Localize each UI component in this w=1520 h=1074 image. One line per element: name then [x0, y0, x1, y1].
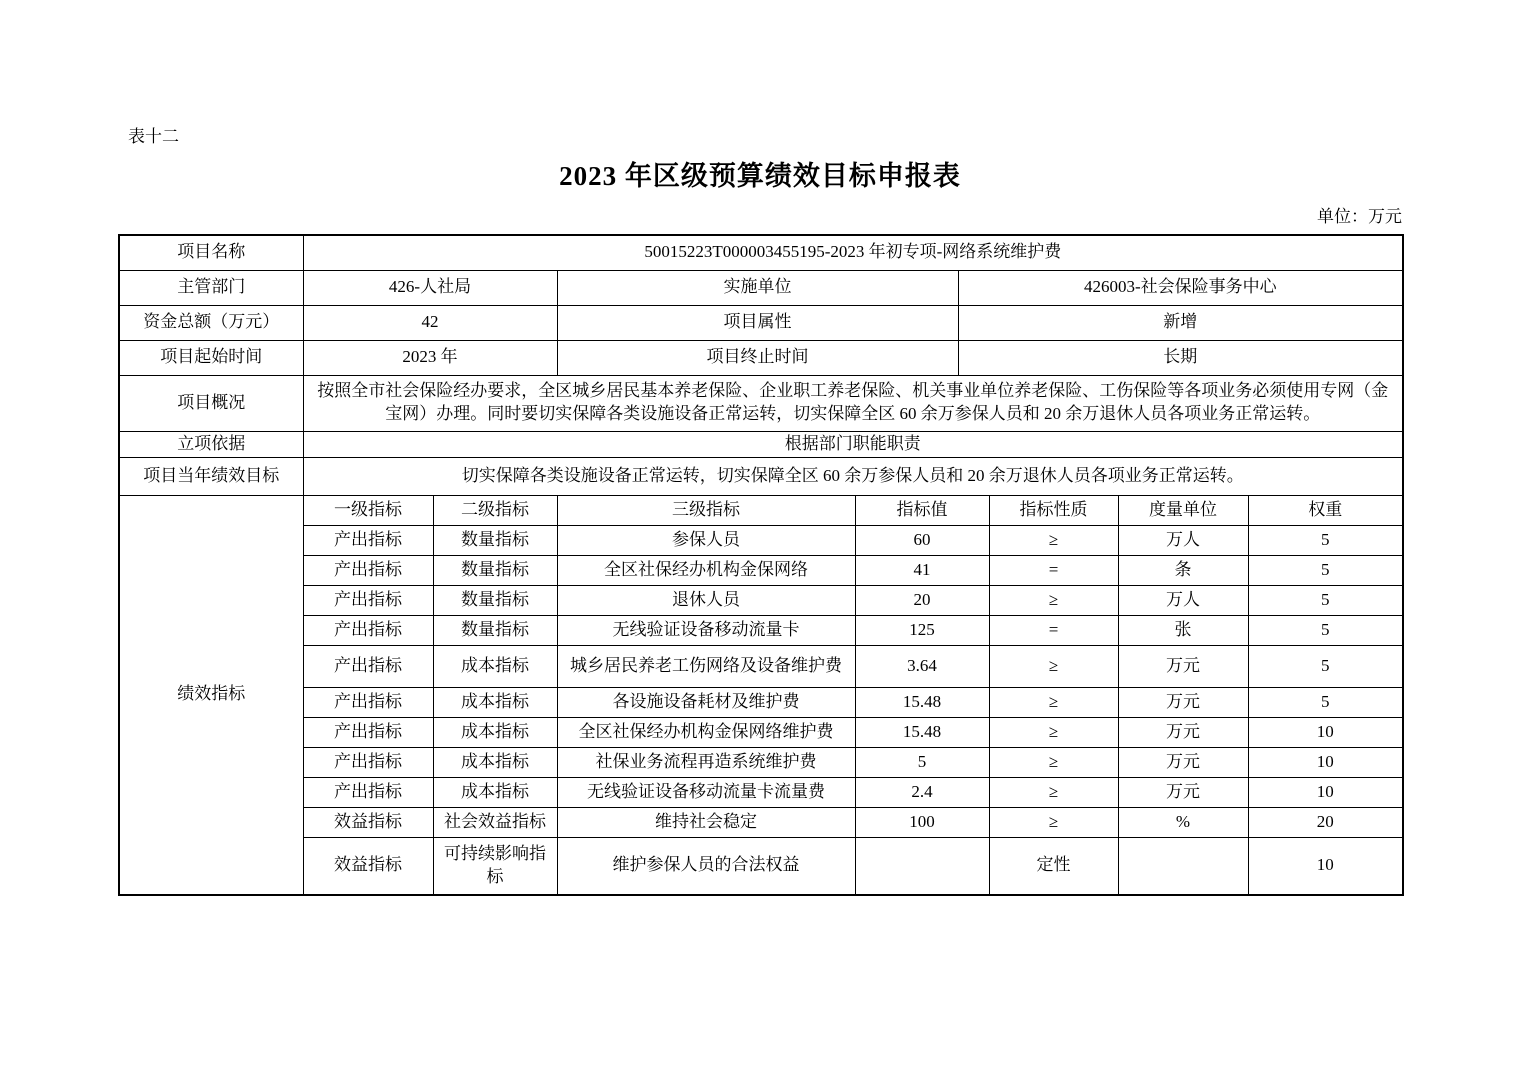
level1-indicator-cell: 产出指标	[303, 777, 433, 807]
level3-indicator-cell: 全区社保经办机构金保网络维护费	[557, 717, 855, 747]
level2-indicator-cell: 成本指标	[433, 687, 557, 717]
total-fund-label: 资金总额（万元）	[119, 305, 303, 340]
indicator-value-cell: 100	[855, 807, 989, 837]
measure-unit-cell: 万人	[1118, 585, 1248, 615]
department-row	[119, 270, 1403, 305]
indicator-value-cell: 15.48	[855, 717, 989, 747]
indicator-row	[119, 615, 1403, 645]
level1-indicator-cell: 效益指标	[303, 807, 433, 837]
indicator-nature-cell: ≥	[989, 645, 1118, 687]
indicator-value-cell: 60	[855, 525, 989, 555]
level3-indicator-cell: 城乡居民养老工伤网络及设备维护费	[557, 645, 855, 687]
level2-indicator-cell: 社会效益指标	[433, 807, 557, 837]
level1-indicator-cell: 产出指标	[303, 687, 433, 717]
level2-indicator-cell: 可持续影响指标	[433, 837, 557, 895]
indicator-value-cell: 15.48	[855, 687, 989, 717]
measure-unit-cell: 万元	[1118, 645, 1248, 687]
indicator-nature-cell: ≥	[989, 585, 1118, 615]
level1-indicator-cell: 产出指标	[303, 645, 433, 687]
indicator-value-cell	[855, 837, 989, 895]
project-name-value: 50015223T000003455195-2023 年初专项-网络系统维护费	[303, 235, 1403, 270]
indicator-nature-cell: ≥	[989, 687, 1118, 717]
weight-cell: 5	[1248, 525, 1403, 555]
header-measure-unit: 度量单位	[1118, 495, 1248, 525]
level3-indicator-cell: 退休人员	[557, 585, 855, 615]
end-time-value: 长期	[958, 340, 1403, 375]
table-body	[119, 235, 1403, 895]
indicator-nature-cell: =	[989, 555, 1118, 585]
weight-cell: 10	[1248, 837, 1403, 895]
indicator-value-cell: 41	[855, 555, 989, 585]
indicator-value-cell: 5	[855, 747, 989, 777]
level1-indicator-cell: 产出指标	[303, 717, 433, 747]
level3-indicator-cell: 各设施设备耗材及维护费	[557, 687, 855, 717]
start-time-label: 项目起始时间	[119, 340, 303, 375]
start-time-value: 2023 年	[303, 340, 557, 375]
level2-indicator-cell: 成本指标	[433, 747, 557, 777]
project-attribute-value: 新增	[958, 305, 1403, 340]
level2-indicator-cell: 数量指标	[433, 585, 557, 615]
header-indicator-value: 指标值	[855, 495, 989, 525]
indicator-value-cell: 20	[855, 585, 989, 615]
measure-unit-cell: 张	[1118, 615, 1248, 645]
indicator-row	[119, 837, 1403, 895]
indicator-nature-cell: ≥	[989, 777, 1118, 807]
budget-performance-table	[118, 234, 1404, 896]
level3-indicator-cell: 社保业务流程再造系统维护费	[557, 747, 855, 777]
weight-cell: 10	[1248, 747, 1403, 777]
weight-cell: 5	[1248, 645, 1403, 687]
weight-cell: 5	[1248, 585, 1403, 615]
indicator-row	[119, 555, 1403, 585]
level2-indicator-cell: 成本指标	[433, 777, 557, 807]
header-level3-indicator: 三级指标	[557, 495, 855, 525]
indicator-nature-cell: ≥	[989, 747, 1118, 777]
header-level1-indicator: 一级指标	[303, 495, 433, 525]
header-level2-indicator: 二级指标	[433, 495, 557, 525]
indicator-value-cell: 2.4	[855, 777, 989, 807]
basis-label: 立项依据	[119, 431, 303, 457]
annual-goal-row	[119, 457, 1403, 495]
level3-indicator-cell: 参保人员	[557, 525, 855, 555]
end-time-label: 项目终止时间	[557, 340, 958, 375]
level2-indicator-cell: 成本指标	[433, 717, 557, 747]
level3-indicator-cell: 无线验证设备移动流量卡	[557, 615, 855, 645]
overview-label: 项目概况	[119, 375, 303, 431]
indicator-row	[119, 687, 1403, 717]
department-label: 主管部门	[119, 270, 303, 305]
project-name-row	[119, 235, 1403, 270]
indicator-nature-cell: 定性	[989, 837, 1118, 895]
level1-indicator-cell: 产出指标	[303, 585, 433, 615]
basis-value: 根据部门职能职责	[303, 431, 1403, 457]
indicator-value-cell: 125	[855, 615, 989, 645]
indicator-nature-cell: ≥	[989, 525, 1118, 555]
implement-unit-value: 426003-社会保险事务中心	[958, 270, 1403, 305]
indicator-nature-cell: =	[989, 615, 1118, 645]
level2-indicator-cell: 数量指标	[433, 555, 557, 585]
level2-indicator-cell: 数量指标	[433, 615, 557, 645]
performance-indicators-label: 绩效指标	[119, 495, 303, 895]
overview-row	[119, 375, 1403, 431]
project-attribute-label: 项目属性	[557, 305, 958, 340]
level2-indicator-cell: 成本指标	[433, 645, 557, 687]
indicator-row	[119, 717, 1403, 747]
indicator-nature-cell: ≥	[989, 717, 1118, 747]
level1-indicator-cell: 产出指标	[303, 615, 433, 645]
indicator-row	[119, 525, 1403, 555]
measure-unit-cell: 条	[1118, 555, 1248, 585]
measure-unit-cell: 万元	[1118, 717, 1248, 747]
basis-row	[119, 431, 1403, 457]
level3-indicator-cell: 无线验证设备移动流量卡流量费	[557, 777, 855, 807]
header-indicator-nature: 指标性质	[989, 495, 1118, 525]
header-weight: 权重	[1248, 495, 1403, 525]
weight-cell: 20	[1248, 807, 1403, 837]
annual-goal-label: 项目当年绩效目标	[119, 457, 303, 495]
indicator-row	[119, 645, 1403, 687]
measure-unit-cell: 万元	[1118, 747, 1248, 777]
document-title: 2023 年区级预算绩效目标申报表	[559, 161, 961, 191]
indicator-row	[119, 807, 1403, 837]
level3-indicator-cell: 维护参保人员的合法权益	[557, 837, 855, 895]
indicator-row	[119, 585, 1403, 615]
level2-indicator-cell: 数量指标	[433, 525, 557, 555]
measure-unit-cell: 万元	[1118, 777, 1248, 807]
weight-cell: 5	[1248, 555, 1403, 585]
weight-cell: 5	[1248, 615, 1403, 645]
indicator-header-row	[119, 495, 1403, 525]
time-row	[119, 340, 1403, 375]
annual-goal-value: 切实保障各类设施设备正常运转，切实保障全区 60 余万参保人员和 20 余万退休人员各项业务正常运转。	[303, 457, 1403, 495]
weight-cell: 5	[1248, 687, 1403, 717]
measure-unit-cell: 万人	[1118, 525, 1248, 555]
level1-indicator-cell: 产出指标	[303, 525, 433, 555]
indicator-value-cell: 3.64	[855, 645, 989, 687]
level1-indicator-cell: 产出指标	[303, 747, 433, 777]
unit-note: 单位：万元	[1317, 207, 1402, 226]
weight-cell: 10	[1248, 717, 1403, 747]
table-number-tag: 表十二	[128, 127, 179, 146]
fund-row	[119, 305, 1403, 340]
level1-indicator-cell: 产出指标	[303, 555, 433, 585]
level1-indicator-cell: 效益指标	[303, 837, 433, 895]
overview-value: 按照全市社会保险经办要求，全区城乡居民基本养老保险、企业职工养老保险、机关事业单位养老保险、工伤保险等各项业务必须使用专网（金宝网）办理。同时要切实保障各类设施设备正常运转，切实保障全区 60 余万参保人员和 20 余万退休人员各项业务正常运转。	[303, 375, 1403, 431]
indicator-row	[119, 747, 1403, 777]
project-name-label: 项目名称	[119, 235, 303, 270]
measure-unit-cell: %	[1118, 807, 1248, 837]
weight-cell: 10	[1248, 777, 1403, 807]
level3-indicator-cell: 维持社会稳定	[557, 807, 855, 837]
implement-unit-label: 实施单位	[557, 270, 958, 305]
measure-unit-cell: 万元	[1118, 687, 1248, 717]
total-fund-value: 42	[303, 305, 557, 340]
indicator-row	[119, 777, 1403, 807]
level3-indicator-cell: 全区社保经办机构金保网络	[557, 555, 855, 585]
department-value: 426-人社局	[303, 270, 557, 305]
indicator-nature-cell: ≥	[989, 807, 1118, 837]
measure-unit-cell	[1118, 837, 1248, 895]
